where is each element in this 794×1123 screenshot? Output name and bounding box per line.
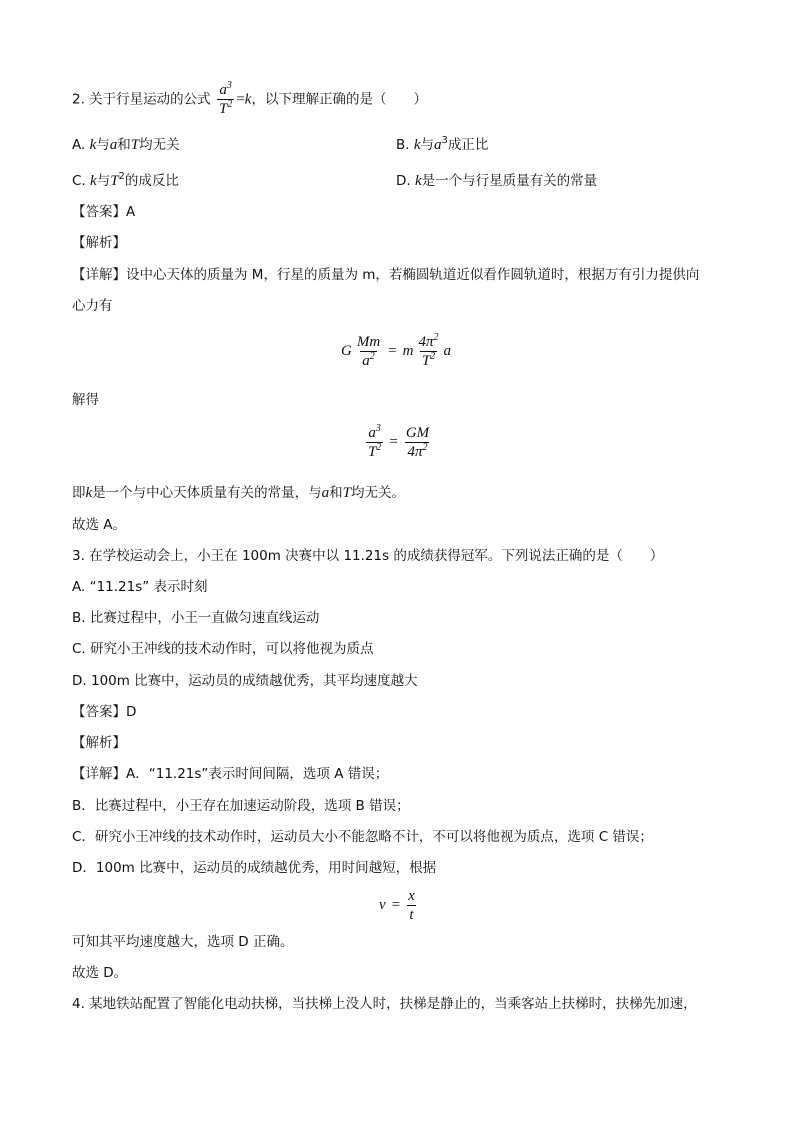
- q2-conclusion: 即k是一个与中心天体质量有关的常量，与a和T均无关。: [72, 485, 406, 501]
- q3-detail-line1: 【详解】A．“11.21s”表示时间间隔，选项 A 错误；: [72, 766, 389, 782]
- q3-choose: 故选 D。: [72, 965, 128, 981]
- q2-formula-rhs: k: [244, 91, 252, 108]
- q2-choose: 故选 A。: [72, 517, 127, 533]
- q2-option-c: C. k与$T^2$的成反比: [72, 171, 179, 189]
- answer-value: A: [126, 204, 136, 220]
- answer-label: 【答案】: [72, 204, 126, 220]
- q2-option-b: B. k与$a^3$成正比: [396, 135, 489, 153]
- q2-detail-line2: 心力有: [72, 298, 113, 314]
- q3-detail-line4: D．100m 比赛中，运动员的成绩越优秀，用时间越短，根据: [72, 860, 437, 876]
- q2-option-a: A. k与a和T均无关: [72, 137, 180, 153]
- q3-option-d: D. 100m 比赛中，运动员的成绩越优秀，其平均速度越大: [72, 673, 418, 689]
- q3-option-a: A. “11.21s” 表示时刻: [72, 579, 208, 595]
- q3-equation-velocity: v = $\frac{x}{t}$: [379, 888, 415, 923]
- q4-stem: 4. 某地铁站配置了智能化电动扶梯，当扶梯上没人时，扶梯是静止的，当乘客站上扶梯时，扶梯先加速，: [72, 996, 697, 1012]
- q2-detail-line1: 【详解】设中心天体的质量为 M，行星的质量为 m，若椭圆轨道近似看作圆轨道时，根据万有引力提供向: [72, 267, 700, 283]
- answer-value: D: [126, 704, 137, 720]
- q3-conclusion: 可知其平均速度越大，选项 D 正确。: [72, 934, 294, 950]
- q3-stem: 3. 在学校运动会上，小王在 100m 决赛中以 11.21s 的成绩获得冠军。下列说法正确的是（ ）: [72, 548, 664, 564]
- q2-option-d: D. k是一个与行星质量有关的常量: [396, 173, 598, 189]
- q3-detail-line3: C．研究小王冲线的技术动作时，运动员大小不能忽略不计，不可以将他视为质点，选项 C 错误；: [72, 829, 653, 845]
- detail-label: 【详解】: [72, 267, 126, 283]
- q3-answer: [72, 703, 136, 721]
- q2-stem-suffix: ，以下理解正确的是（ ）: [251, 91, 427, 108]
- q2-solve-label: 解得: [72, 392, 99, 408]
- q2-formula-num: a: [219, 82, 227, 98]
- q3-detail-line2: B．比赛过程中，小王存在加速运动阶段，选项 B 错误；: [72, 798, 410, 814]
- q2-formula-den: T: [218, 101, 228, 117]
- q2-stem-prefix: 2. 关于行星运动的公式: [72, 91, 211, 108]
- q2-equation-result: $\frac{a^3}{T^2}$ = $\frac{GM}{4\pi^2}$: [368, 423, 430, 460]
- q2-formula-fraction: $\frac{a^3}{T^2}$: [218, 80, 233, 117]
- q2-answer: [72, 203, 135, 221]
- answer-label: 【答案】: [72, 704, 126, 720]
- q3-option-b: B. 比赛过程中，小王一直做匀速直线运动: [72, 610, 320, 626]
- q3-option-c: C. 研究小王冲线的技术动作时，可以将他视为质点: [72, 641, 374, 657]
- detail-label: 【详解】: [72, 766, 126, 782]
- q2-stem: 2. 关于行星运动的公式 $\frac{a^3}{T^2}$ =k，以下理解正确的是（ ）: [72, 80, 427, 117]
- q2-analysis-label: 【解析】: [72, 235, 126, 251]
- q3-analysis-label: 【解析】: [72, 735, 126, 751]
- q2-equation-gravity: G $\frac{Mm}{a^2}$ = m $\frac{4\pi^2}{T^2}$ a: [341, 332, 451, 369]
